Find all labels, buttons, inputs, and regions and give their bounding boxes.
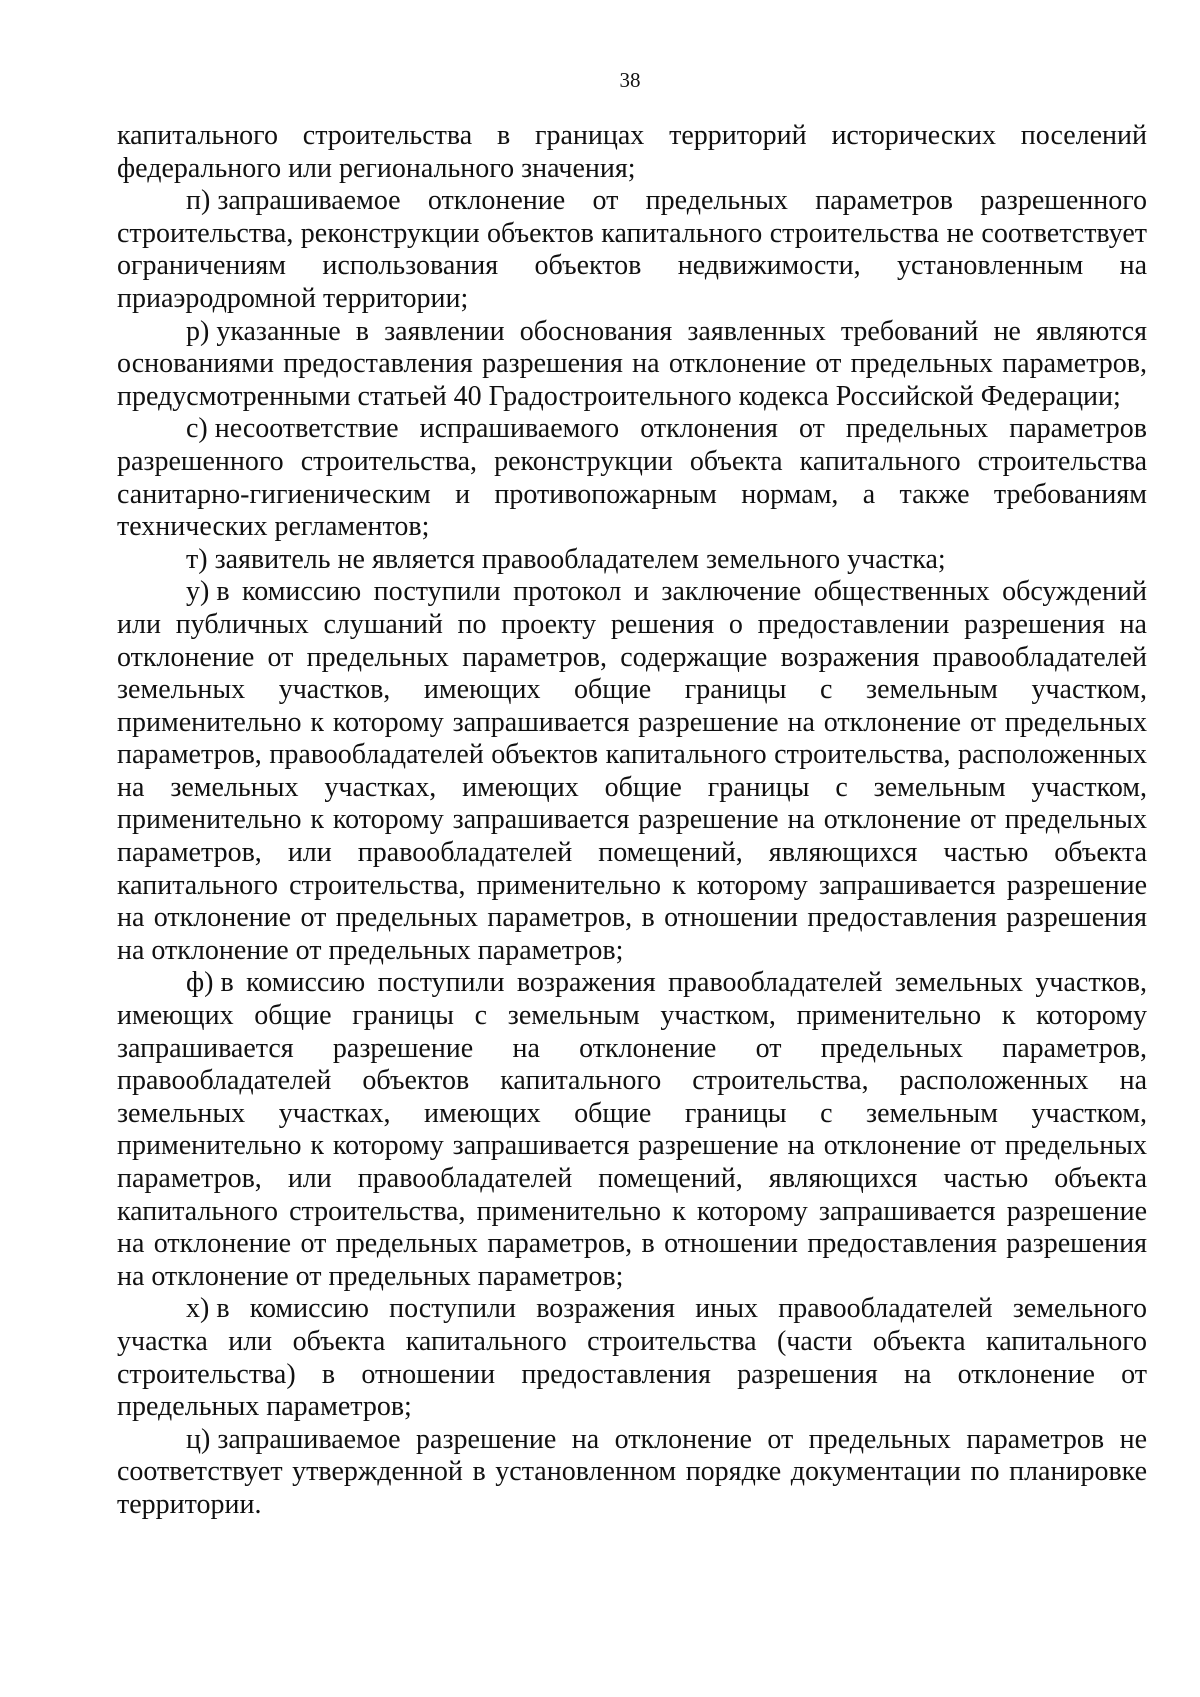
- paragraph-item-r: [117, 316, 1147, 414]
- paragraph-item-p: [117, 185, 1147, 315]
- paragraph-item-f: [117, 967, 1147, 1293]
- paragraph-item-kh: [117, 1293, 1147, 1423]
- paragraph-text: в комиссию поступили протокол и заключение общественных обсуждений или публичных слушаний по проекту решения о предоставлении разрешения на отклонение от предельных параметров, содержащие возражения правообладателей земельных участков, имеющих общие границы с земельным участком, применительно к которому запрашивается разрешение на отклонение от предельных параметров, правообладателей объектов капитального строительства, расположенных на земельных участках, имеющих общие границы с земельным участком, применительно к которому запрашивается разрешение на отклонение от предельных параметров, или правообладателей помещений, являющихся частью объекта капитального строительства, применительно к которому запрашивается разрешение на отклонение от предельных параметров, в отношении предоставления разрешения на отклонение от предельных параметров;: [117, 576, 1147, 966]
- paragraph-text: капитального строительства в границах территорий исторических поселений федерального или регионального значения;: [117, 120, 1147, 184]
- paragraph-item-ts: [117, 1424, 1147, 1522]
- page-number: 38: [619, 68, 641, 92]
- paragraph-text: в комиссию поступили возражения правообладателей земельных участков, имеющих общие границы с земельным участком, применительно к которому запрашивается разрешение на отклонение от предельных параметров, правообладателей объектов капитального строительства, расположенных на земельных участках, имеющих общие границы с земельным участком, применительно к которому запрашивается разрешение на отклонение от предельных параметров, или правообладателей помещений, являющихся частью объекта капитального строительства, применительно к которому запрашивается разрешение на отклонение от предельных параметров, в отношении предоставления разрешения на отклонение от предельных параметров;: [117, 967, 1147, 1292]
- paragraph-text: в комиссию поступили возражения иных правообладателей земельного участка или объекта капитального строительства (части объекта капитального строительства) в отношении предоставления разрешения на отклонение от предельных параметров;: [117, 1293, 1147, 1423]
- paragraph-text: несоответствие испрашиваемого отклонения от предельных параметров разрешенного строительства, реконструкции объекта капитального строительства санитарно-гигиеническим и противопожарным нормам, а также требованиям технических регламентов;: [117, 413, 1147, 543]
- paragraph-item-s: [117, 413, 1147, 543]
- paragraph-text: запрашиваемое разрешение на отклонение от предельных параметров не соответствует утвержденной в установленном порядке документации по планировке территории.: [117, 1423, 1147, 1520]
- paragraph-item-t: [117, 544, 1147, 577]
- paragraph-continuation: [117, 120, 1147, 185]
- item-marker: с): [186, 413, 208, 445]
- item-marker: ц): [186, 1423, 211, 1455]
- paragraph-text: заявитель не является правообладателем земельного участка;: [214, 543, 946, 575]
- document-body: [117, 120, 1147, 1522]
- item-marker: п): [186, 185, 211, 217]
- paragraph-text: указанные в заявлении обоснования заявленных требований не являются основаниями предоставления разрешения на отклонение от предельных параметров, предусмотренными статьей 40 Градостроительного кодекса Российской Федерации;: [117, 315, 1147, 412]
- item-marker: т): [186, 543, 208, 575]
- item-marker: х): [186, 1293, 210, 1325]
- item-marker: у): [186, 576, 210, 608]
- item-marker: ф): [186, 967, 214, 999]
- paragraph-item-u: [117, 576, 1147, 967]
- item-marker: р): [186, 315, 210, 347]
- paragraph-text: запрашиваемое отклонение от предельных параметров разрешенного строительства, реконструкции объектов капитального строительства не соответствует ограничениям использования объектов недвижимости, установленным на приаэродромной территории;: [117, 185, 1147, 314]
